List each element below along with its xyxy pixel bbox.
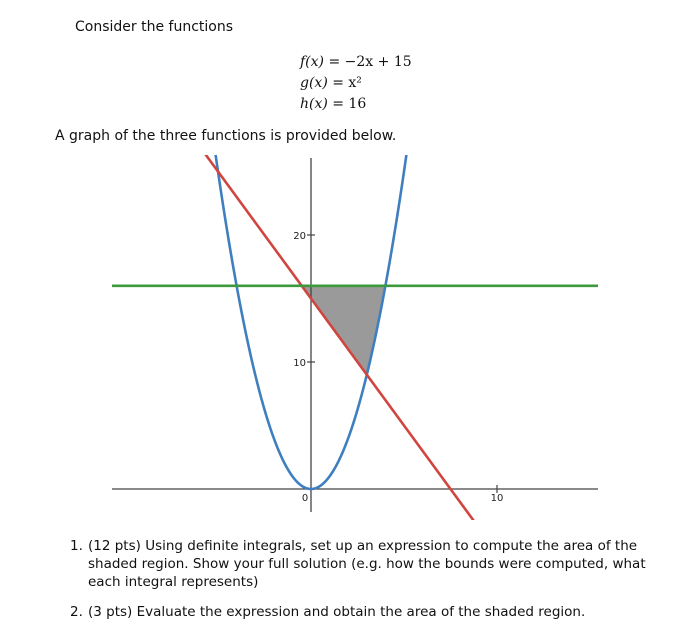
question-text: (12 pts) Using definite integrals, set up an expression to compute the area of the shaded region. Show your full solution (e.g. how the bounds were computed, what each integral represents) [88, 538, 646, 590]
equation-h-lhs: h(x) [300, 96, 328, 112]
x-tick-label-0: 0 [301, 493, 309, 504]
question-list [70, 537, 670, 633]
y-tick-label-10: 10 [293, 358, 306, 369]
equation-g-rhs: = x² [332, 75, 362, 91]
y-tick-label-20: 20 [293, 231, 306, 242]
graph-caption: A graph of the three functions is provided below. [55, 128, 397, 144]
question-text: (3 pts) Evaluate the expression and obtain the area of the shaded region. [88, 604, 586, 620]
x-tick-label-10: 10 [490, 493, 504, 504]
question-item [70, 537, 670, 591]
equation-f-rhs: = −2x + 15 [328, 54, 412, 70]
question-number: 2. [70, 604, 83, 620]
equation-h-rhs: = 16 [332, 96, 367, 112]
question-number: 1. [70, 538, 83, 554]
question-item [70, 603, 670, 621]
equation-f-lhs: f(x) [300, 54, 325, 70]
series-f-line [177, 116, 521, 586]
shaded-region [302, 286, 386, 375]
equation-g-lhs: g(x) [300, 75, 328, 91]
intro-text: Consider the functions [75, 19, 234, 35]
